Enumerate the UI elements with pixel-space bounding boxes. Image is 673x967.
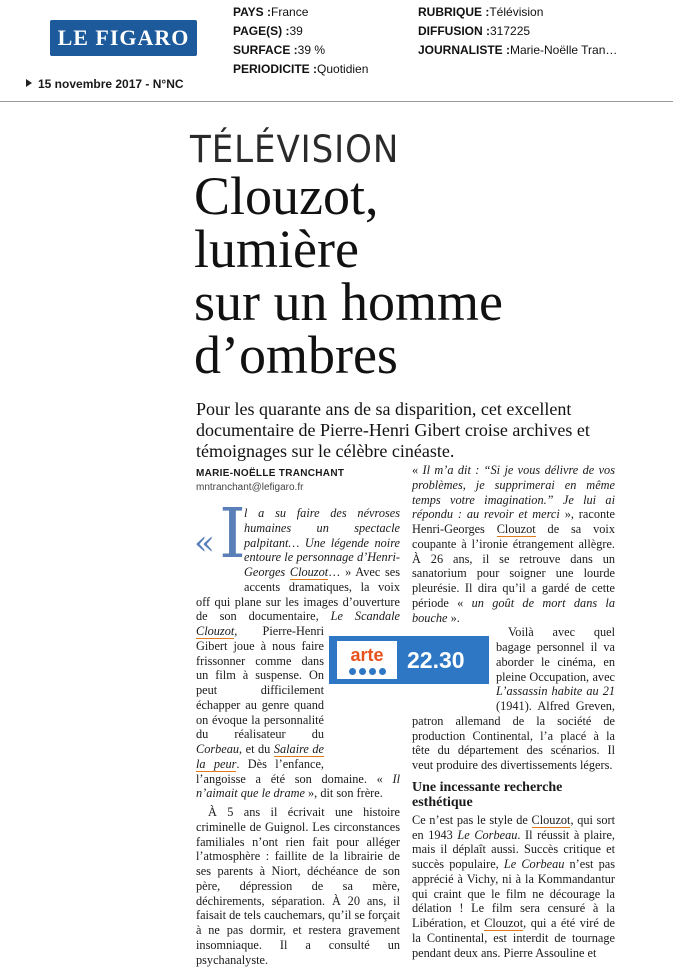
headline	[194, 166, 664, 385]
header-divider	[0, 101, 673, 102]
p1-salaire: Salaire de la peur	[196, 742, 325, 771]
headline-line-2: lumière	[194, 219, 359, 279]
c2-gout: un goût de mort dans la bouche	[412, 595, 616, 625]
p1-part-e: . Dès l’enfance, l’angoisse a été son domaine. «	[196, 756, 393, 786]
p4-part-a: Ce n’est pas le style de	[412, 812, 532, 827]
p1-title: Le Scandale	[330, 609, 400, 624]
p4-part-c: . Il réussit à plaire, mais il déplaît aussi. Succès critique et succès populaire,	[412, 827, 616, 871]
c2-quote: Il m’a dit : “Si je vous délivre de vos problèmes, je supprimerai en même temps votre imagination.” Je lui ai répondu : au revoir et merci	[412, 463, 615, 522]
p1-quote: Il n’aimait que le drame	[196, 771, 400, 801]
rubrique-value: Télévision	[489, 5, 544, 19]
headline-line-1: Clouzot,	[194, 166, 379, 226]
periodicite-label: PERIODICITE :	[233, 62, 318, 76]
p4-clouzot: Clouzot	[531, 812, 571, 827]
p1-corbeau: Corbeau	[196, 742, 240, 756]
p4-corbeau-2: Le Corbeau	[503, 857, 565, 871]
arte-logo-text: arte	[350, 644, 384, 665]
pays-value: France	[271, 5, 309, 19]
p1-part-b: … » Avec ses accents dramatiques, la voix off qui plane sur les images d’ouverture de son documentaire,	[196, 565, 400, 624]
p4-corbeau: Le Corbeau	[457, 827, 518, 842]
p1-part-f: », dit son frère.	[304, 786, 383, 801]
arte-logo	[337, 641, 397, 679]
paragraph-c2	[412, 463, 615, 625]
p4-clouzot-2: Clouzot	[484, 916, 524, 930]
triangle-bullet-icon	[26, 79, 32, 87]
drop-cap: I	[219, 495, 246, 574]
article-column-1	[194, 495, 400, 967]
p1-quote-start: l a su faire des névroses humaines un spectacle palpitant… Une légende noire entoure le personnage d’Henri-Georges	[244, 506, 400, 579]
pages-value: 39	[289, 24, 303, 38]
issue-date	[26, 77, 184, 91]
c2-part-c: ».	[447, 610, 460, 625]
metadata-left	[233, 3, 368, 79]
headline-line-4: d’ombres	[194, 325, 398, 385]
diffusion-label: DIFFUSION :	[418, 24, 490, 38]
headline-line-3: sur un homme	[194, 272, 503, 332]
p1-title-clouzot: Clouzot	[196, 624, 235, 638]
surface-label: SURFACE :	[233, 43, 298, 57]
p4-part-e: , qui a été viré de la Continental, est interdit de tournage pendant deux ans. Pierre Assouline et	[412, 916, 615, 960]
c2-clouzot: Clouzot	[496, 522, 536, 536]
rubrique-label: RUBRIQUE :	[418, 5, 490, 19]
paragraph-4	[412, 813, 615, 961]
diffusion-value: 317225	[490, 24, 531, 38]
article-column-2	[412, 463, 615, 960]
pays-label: PAYS :	[233, 5, 272, 19]
c2-part-a: », raconte Henri-Georges	[412, 507, 615, 536]
section-rubric: TÉLÉVISION	[190, 128, 400, 171]
standfirst: Pour les quarante ans de sa disparition, cet excellent documentaire de Pierre-Henri Gibert croise archives et témoignages sur le célèbre cinéaste.	[196, 399, 590, 461]
c2-quote-open: «	[412, 463, 423, 477]
arte-dots-icon	[349, 668, 386, 675]
paragraph-2: À 5 ans il écrivait une histoire criminelle de Guignol. Les circonstances familiales n’ont rien fait pour alléger l’atmosphère : faillite de la librairie de ses parents à Niort, déchéance de son père, dépression de sa mère, déchirements, séparation. À 20 ans, il faisait de tels cauchemars, qu’il se forçait à ne pas dormir, et restera gravement insomniaque. Il a consulté un psychanalyste.	[196, 805, 400, 967]
subheading: Une incessante recherche esthétique	[412, 779, 563, 810]
broadcast-time: 22.30	[407, 646, 465, 673]
logo-text: LE FIGARO	[57, 25, 190, 50]
p1-part-c: , Pierre-Henri Gibert joue à nous faire frissonner comme dans un film à suspense. On peut difficilement échapper au genre quand on évoque la personnalité du réalisateur du	[196, 624, 324, 742]
c2-part-b: de sa voix coupante à l’ironie étrangement allègre. À 26 ans, il se retrouve dans un sanatorium pour soigner une lourde pleurésie. Il dira qu’il a gardé de cette période «	[412, 522, 615, 610]
journaliste-label: JOURNALISTE :	[418, 43, 511, 57]
byline: MARIE-NOËLLE TRANCHANT	[196, 468, 345, 479]
issue-date-text: 15 novembre 2017 - N°NC	[38, 77, 184, 91]
p3-part-a: Voilà avec quel bagage personnel il va aborder le cinéma, en pleine Occupation, avec	[496, 625, 615, 684]
le-figaro-logo	[50, 20, 197, 56]
surface-value: 39 %	[297, 43, 326, 57]
p1-clouzot: Clouzot	[289, 565, 329, 579]
broadcast-box	[329, 636, 489, 684]
journaliste-value: Marie-Noëlle Tran…	[510, 43, 618, 57]
author-email: mntranchant@lefigaro.fr	[196, 482, 304, 493]
periodicite-value: Quotidien	[317, 62, 369, 76]
p4-part-b: , qui sort en 1943	[412, 812, 616, 842]
p4-part-d: n’est pas apprécié à Vichy, ni à la Kommandantur qui craint que le film ne décourage la délation ! Le film sera censuré à la Libération, et	[412, 857, 615, 930]
pages-label: PAGE(S) :	[233, 24, 290, 38]
guillemet-ornament: «	[194, 523, 215, 563]
metadata-right	[418, 3, 617, 60]
p1-part-d: , et du	[239, 742, 274, 756]
p3-part-b: (1941). Alfred Greven, patron allemand de la société de production Continental, l’a placé à la tête du département des scénarios. Il veut produire des divertissements légers.	[412, 699, 615, 772]
p3-assassin: L’assassin habite au 21	[496, 684, 615, 699]
